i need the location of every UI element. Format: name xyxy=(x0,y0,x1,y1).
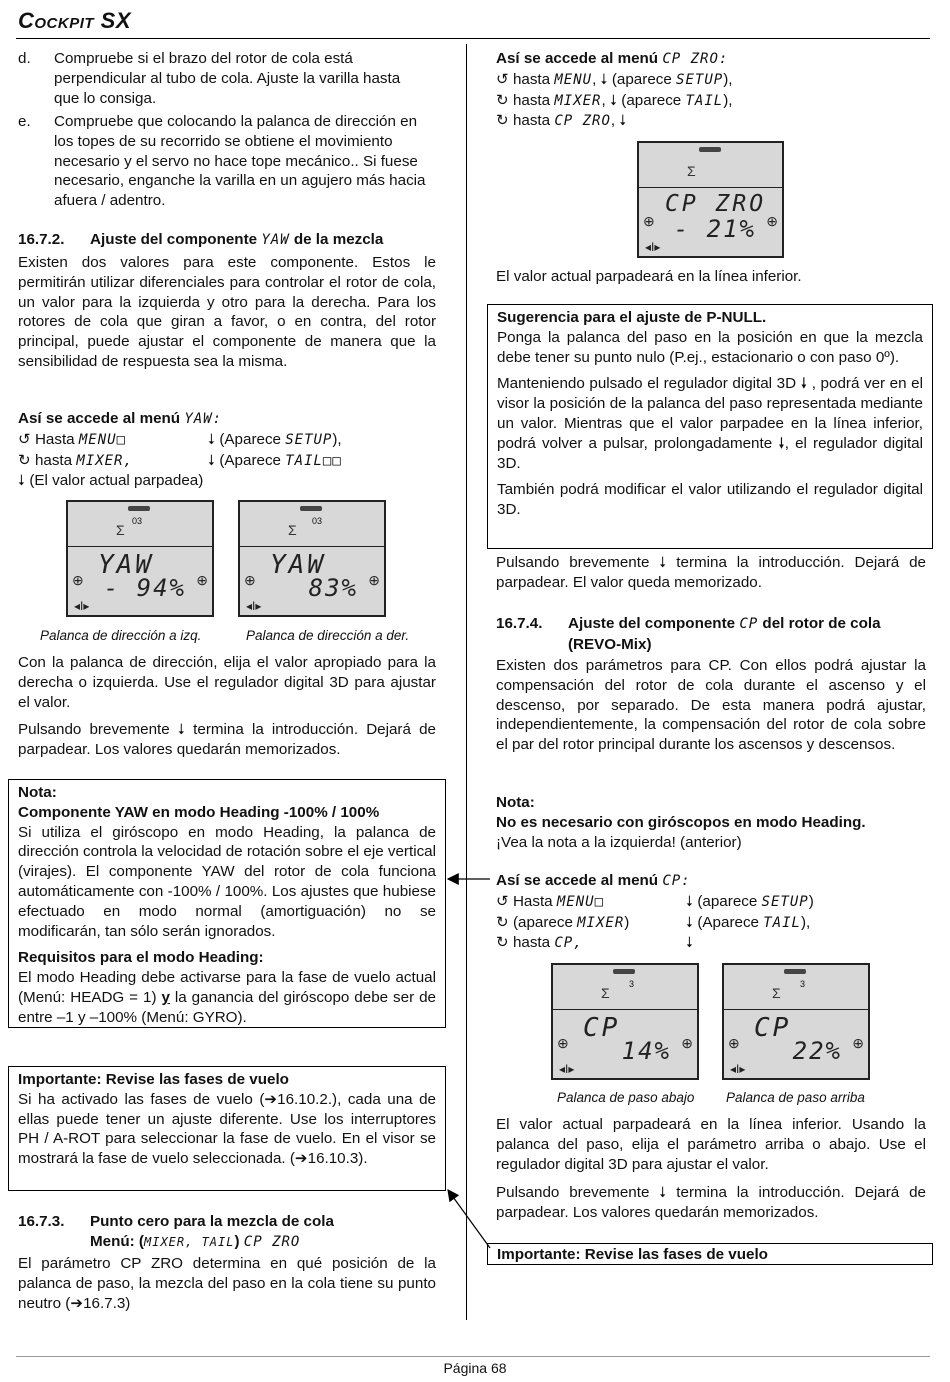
trim-bar-icon: ◂I▸ xyxy=(74,599,90,613)
trim-bar-icon: ◂I▸ xyxy=(559,1062,575,1076)
section-heading-16-7-2: 16.7.2. Ajuste del componente YAW de la mezcla xyxy=(18,231,384,248)
section-heading-16-7-4: 16.7.4. Ajuste del componente CP del rotor de cola (REVO-Mix) xyxy=(496,615,881,653)
trim-icon: ⊕ xyxy=(852,1035,864,1051)
paragraph-blink: El valor actual parpadeará en la línea inferior. xyxy=(496,268,802,285)
trim-icon: ⊕ xyxy=(244,572,256,588)
paragraph-yaw-intro: Existen dos valores para este componente. Estos le permitirán utilizar diferenciales para controlar el rotor de cola, un valor para la izquierda y otro para la derecha. Para los rotores de cola que giran a favor, o en contra, del rotor principal, puede ajustar el componente de manera que la sensibilidad de respuesta sea la misma. xyxy=(18,254,436,370)
paragraph-value-blink: El valor actual parpadeará en la línea inferior. Usando la palanca del paso, elija el parámetro arriba o abajo. Use el regulador digital 3D para ajustar el valor. xyxy=(496,1116,926,1173)
access-block-cp-zro: Así se accede al menú CP ZRO: ↺ hasta MENU, ⭣ (aparece SETUP), ↻ hasta MIXER, ⭣ (aparece TAIL), ↻ hasta CP ZRO, ⭣ xyxy=(496,50,733,130)
access-block-cp: Así se accede al menú CP: ↺ Hasta MENU□ ⭣ (aparece SETUP) ↻ (aparece MIXER) ⭣ (Aparece TAIL), ↻ hasta CP, ⭣ xyxy=(496,872,814,952)
trim-icon: ⊕ xyxy=(643,213,655,229)
lcd-display-cp-zro: Σ CP ZRO - 21% ⊕ ⊕ ◂I▸ xyxy=(637,141,784,258)
trim-icon: ⊕ xyxy=(368,572,380,588)
paragraph-direction: Con la palanca de dirección, elija el valor apropiado para la derecha o izquierda. Use el regulador digital 3D para ajustar el valor. xyxy=(18,654,436,711)
sigma-icon: Σ xyxy=(687,163,696,179)
trim-bar-icon: ◂I▸ xyxy=(645,240,661,254)
trim-icon: ⊕ xyxy=(681,1035,693,1051)
lcd-display-cp-low: 3 Σ CP 14% ⊕ ⊕ ◂I▸ xyxy=(551,963,699,1080)
paragraph-press-left: Pulsando brevemente ⭣ termina la introducción. Dejará de parpadear. Los valores quedarán memorizados. xyxy=(18,721,436,758)
trim-icon: ⊕ xyxy=(766,213,778,229)
lcd-display-yaw-left: 03 Σ YAW - 94% ⊕ ⊕ ◂I▸ xyxy=(66,500,214,617)
access-block-yaw: Así se accede al menú YAW: ↺ Hasta MENU□ ⭣ (Aparece SETUP), ↻ hasta MIXER, ⭣ (Aparece TAIL□□ ⭣ (El valor actual parpadea) xyxy=(18,410,342,490)
sigma-icon: Σ xyxy=(772,985,781,1001)
note-heading-mode: Nota: No es necesario con giróscopos en modo Heading. ¡Vea la nota a la izquierda! (anterior) xyxy=(496,794,866,851)
section-heading-16-7-3: 16.7.3. Punto cero para la mezcla de cola Menú: (MIXER, TAIL) CP ZRO xyxy=(18,1213,334,1250)
paragraph-press-right-1: Pulsando brevemente ⭣ termina la introducción. Dejará de parpadear. El valor queda memorizado. xyxy=(496,554,926,591)
lcd-display-cp-high: 3 Σ CP 22% ⊕ ⊕ ◂I▸ xyxy=(722,963,870,1080)
caption-lcd-2: Palanca de dirección a der. xyxy=(246,628,410,643)
trim-icon: ⊕ xyxy=(196,572,208,588)
tip-box-p-null: Sugerencia para el ajuste de P-NULL. Ponga la palanca del paso en la posición en que la mezcla debe tener su punto nulo (P.ej., estacionario o con paso 0º). Manteniendo pulsado el regulador digital 3D 🠗 , podrá ver en el visor la posición de la palanca del paso representada mediante un valor. Mientras que el valor parpadee en la línea inferior, podrá volver a pulsar, prolongadamente 🠗, el regulador digital 3D. También podrá modificar el valor utilizando el regulador digital 3D. xyxy=(487,304,933,549)
note-box-yaw-heading: Nota: Componente YAW en modo Heading -100% / 100% Si utiliza el giróscopo en modo Heading, la palanca de dirección controla la velocidad de rotación sobre el eje vertical (virajes). El componente YAW del rotor de cola funciona automáticamente con -100% / 100%. Los ajustes que hubiese efectuado en modo normal (amortiguación) no se modificarán, tan sólo serán ignorados. Requisitos para el modo Heading: El modo Heading debe activarse para la fase de vuelo actual (Menú: HEADG = 1) y la ganancia del giróscopo debe ser de entre –1 y –100% (Menú: GYRO). xyxy=(8,779,446,1028)
list-item-e: e. Compruebe que colocando la palanca de dirección en los topes de su recorrido se obtiene el movimiento necesario y el servo no hace tope mecánico.. Si fuese necesario, enganche la varilla en un agujero más hacia afuera / adentro. xyxy=(18,113,426,210)
list-item-d: d. Compruebe si el brazo del rotor de cola está perpendicular al tubo de cola. Ajuste la varilla hasta que lo consiga. xyxy=(18,50,401,107)
trim-icon: ⊕ xyxy=(557,1035,569,1051)
sigma-icon: Σ xyxy=(288,522,297,538)
sigma-icon: Σ xyxy=(116,522,125,538)
important-box-right: Importante: Revise las fases de vuelo xyxy=(487,1243,933,1265)
paragraph-cp-intro: Existen dos parámetros para CP. Con ellos podrá ajustar la compensación del rotor de cola durante el ascenso y el descenso, por separado. De esta manera podrá ajustar, independientemente, la compensación del rotor de cola sobre el par del rotor principal durante los ascensos y descensos. xyxy=(496,657,926,754)
lcd-display-yaw-right: 03 Σ YAW 83% ⊕ ⊕ ◂I▸ xyxy=(238,500,386,617)
trim-bar-icon: ◂I▸ xyxy=(246,599,262,613)
sigma-icon: Σ xyxy=(601,985,610,1001)
arrow-to-important xyxy=(448,1190,490,1248)
caption-lcd-1: Palanca de dirección a izq. xyxy=(40,628,202,643)
page-number: Página 68 xyxy=(443,1360,507,1376)
caption-lcd-4: Palanca de paso arriba xyxy=(726,1090,865,1105)
paragraph-cp-zro: El parámetro CP ZRO determina en qué posición de la palanca de paso, la mezcla del paso en la cola tiene su punto neutro (➔16.7.3) xyxy=(18,1255,436,1312)
page-header-title: Cockpit SX xyxy=(18,8,132,33)
trim-icon: ⊕ xyxy=(72,572,84,588)
paragraph-press-right-2: Pulsando brevemente ⭣ termina la introducción. Dejará de parpadear. Los valores quedarán memorizados. xyxy=(496,1184,926,1221)
important-box-flight-phases: Importante: Revise las fases de vuelo Si ha activado las fases de vuelo (➔16.10.2.), cada una de ellas puede tener un ajuste diferente. Use los interruptores PH / A-ROT para seleccionar la fase de vuelo. En el visor se mostrará la fase de vuelo seleccionada. (➔16.10.3). xyxy=(8,1066,446,1191)
trim-icon: ⊕ xyxy=(728,1035,740,1051)
trim-bar-icon: ◂I▸ xyxy=(730,1062,746,1076)
caption-lcd-3: Palanca de paso abajo xyxy=(557,1090,695,1105)
